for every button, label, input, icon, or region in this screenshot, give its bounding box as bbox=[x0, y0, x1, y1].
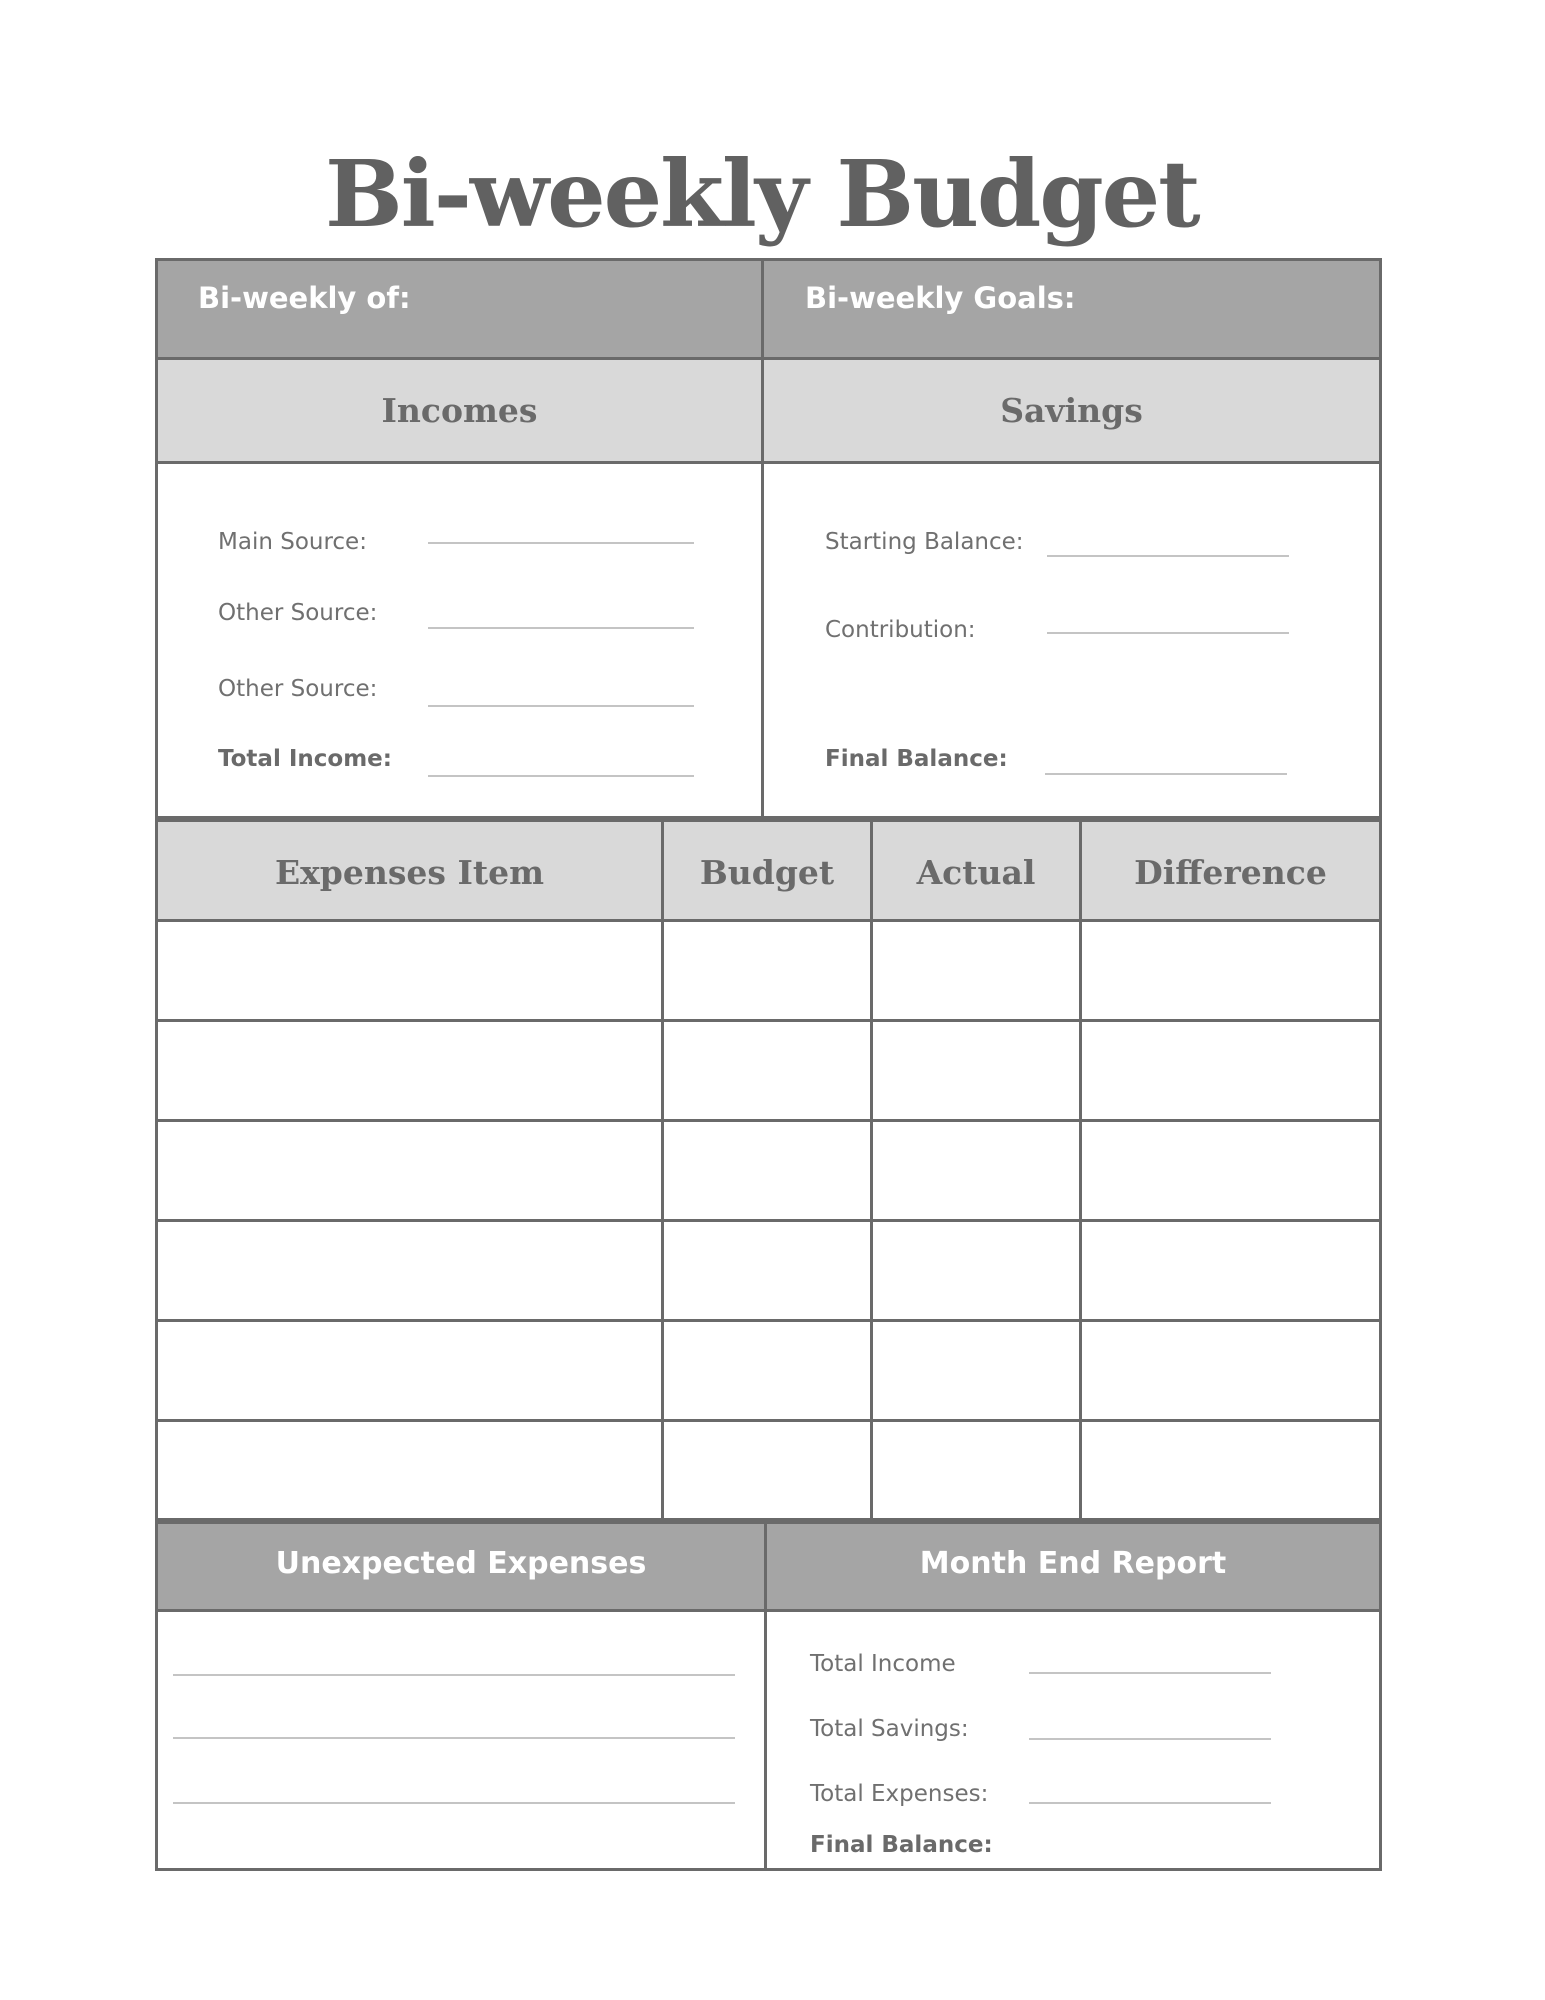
starting-balance-label: Starting Balance: bbox=[825, 529, 1024, 555]
page-title: Bi-weekly Budget bbox=[325, 140, 1199, 248]
report-total-savings-field[interactable] bbox=[1029, 1738, 1271, 1740]
incomes-heading: Incomes bbox=[381, 391, 538, 430]
table-row-divider bbox=[158, 1119, 1379, 1122]
column-difference: Difference bbox=[1134, 853, 1327, 892]
final-balance-label: Final Balance: bbox=[825, 746, 1008, 772]
report-total-expenses-label: Total Expenses: bbox=[810, 1781, 989, 1807]
divider bbox=[764, 1524, 767, 1868]
total-income-field[interactable] bbox=[428, 775, 694, 777]
biweekly-of-label: Bi-weekly of: bbox=[198, 281, 411, 315]
starting-balance-field[interactable] bbox=[1047, 555, 1289, 557]
divider bbox=[158, 1609, 1379, 1612]
savings-heading: Savings bbox=[1000, 391, 1143, 430]
unexpected-expense-line[interactable] bbox=[173, 1802, 735, 1804]
column-divider bbox=[1079, 822, 1082, 1518]
report-total-expenses-field[interactable] bbox=[1029, 1802, 1271, 1804]
contribution-label: Contribution: bbox=[825, 617, 976, 643]
other-source-field[interactable] bbox=[428, 627, 694, 629]
unexpected-expenses-heading: Unexpected Expenses bbox=[275, 1546, 647, 1581]
budget-sheet bbox=[155, 258, 1382, 1871]
month-end-report-heading: Month End Report bbox=[919, 1546, 1227, 1581]
divider bbox=[761, 261, 764, 816]
column-expenses-item: Expenses Item bbox=[274, 853, 545, 892]
main-source-label: Main Source: bbox=[218, 529, 367, 555]
final-balance-field[interactable] bbox=[1045, 773, 1287, 775]
biweekly-goals-label: Bi-weekly Goals: bbox=[805, 281, 1076, 315]
report-final-balance-label: Final Balance: bbox=[810, 1832, 993, 1858]
column-divider bbox=[870, 822, 873, 1518]
divider bbox=[158, 919, 1379, 922]
column-divider bbox=[661, 822, 664, 1518]
column-budget: Budget bbox=[699, 853, 835, 892]
table-row-divider bbox=[158, 1419, 1379, 1422]
report-total-income-label: Total Income bbox=[810, 1651, 956, 1677]
table-row-divider bbox=[158, 1219, 1379, 1222]
divider bbox=[158, 461, 1379, 464]
other-source-label: Other Source: bbox=[218, 676, 378, 702]
total-income-label: Total Income: bbox=[218, 746, 392, 772]
other-source-label: Other Source: bbox=[218, 600, 378, 626]
report-total-savings-label: Total Savings: bbox=[810, 1716, 969, 1742]
main-source-field[interactable] bbox=[428, 542, 694, 544]
report-total-income-field[interactable] bbox=[1029, 1672, 1271, 1674]
unexpected-expense-line[interactable] bbox=[173, 1737, 735, 1739]
table-row-divider bbox=[158, 1319, 1379, 1322]
other-source-field[interactable] bbox=[428, 705, 694, 707]
table-row-divider bbox=[158, 1019, 1379, 1022]
unexpected-expense-line[interactable] bbox=[173, 1674, 735, 1676]
column-actual: Actual bbox=[916, 853, 1036, 892]
contribution-field[interactable] bbox=[1047, 632, 1289, 634]
